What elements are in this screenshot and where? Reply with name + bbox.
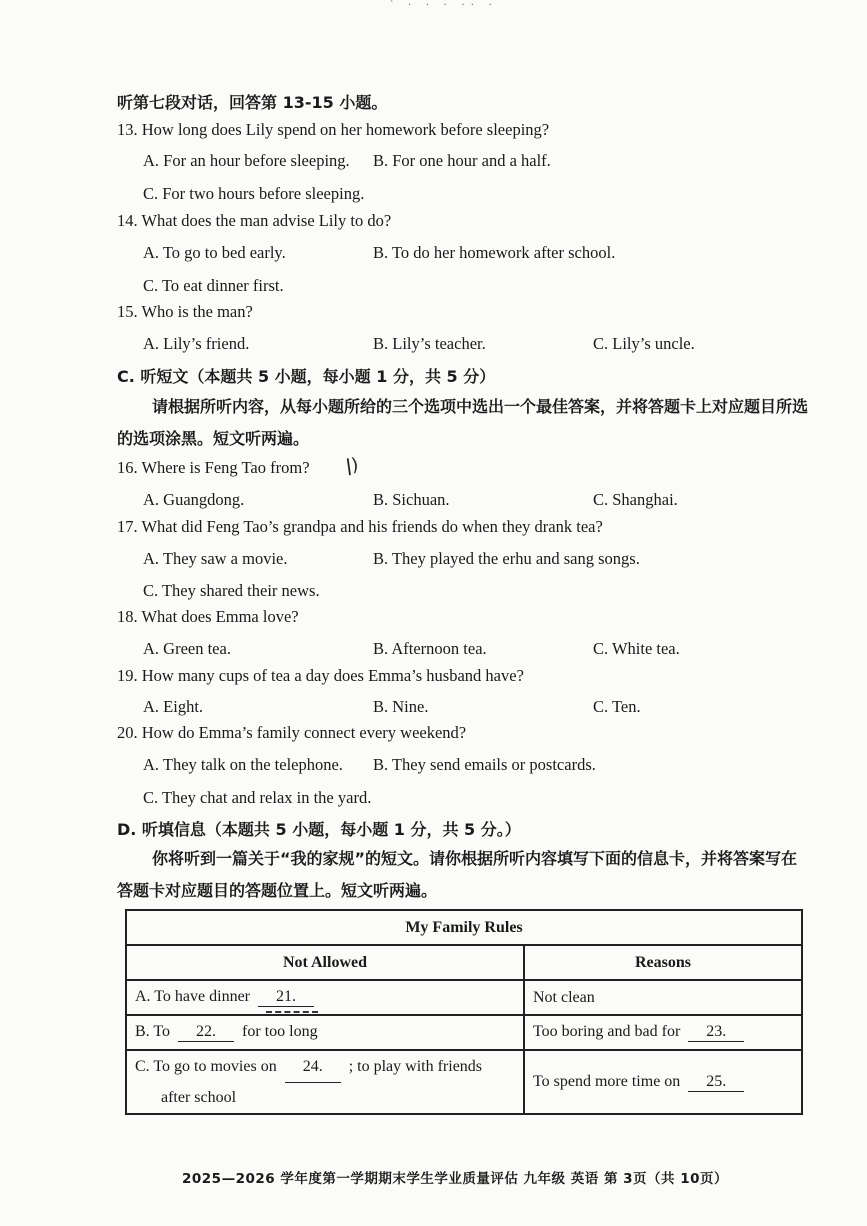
column-header-reasons: Reasons: [524, 945, 802, 980]
q19-option-a: A. Eight.: [143, 697, 204, 716]
q14-option-c: C. To eat dinner first.: [143, 276, 284, 295]
table-row: [126, 980, 802, 1015]
blank-22: 22.: [178, 1023, 234, 1042]
blank-23: 23.: [688, 1023, 744, 1042]
handwritten-mark: ǀ): [344, 454, 360, 477]
q19-stem: 19. How many cups of tea a day does Emma’s husband have?: [117, 666, 524, 685]
row-b-left-post: for too long: [242, 1023, 318, 1040]
table-title: My Family Rules: [126, 910, 802, 945]
page-footer: 2025—2026 学年度第一学期期末学生学业质量评估 九年级 英语 第 3页（共 10页）: [182, 1171, 729, 1187]
row-b-right: [524, 1015, 802, 1050]
q17-option-a: A. They saw a movie.: [143, 549, 288, 568]
row-b-left: [126, 1015, 524, 1050]
q13-option-c: C. For two hours before sleeping.: [143, 184, 365, 203]
q18-stem: 18. What does Emma love?: [117, 607, 299, 626]
q18-option-c: C. White tea.: [593, 639, 680, 658]
q15-option-a: A. Lily’s friend.: [143, 334, 250, 353]
q15-stem: 15. Who is the man?: [117, 302, 253, 321]
blank-25: 25.: [688, 1073, 744, 1092]
q13-stem: 13. How long does Lily spend on her homework before sleeping?: [117, 120, 550, 139]
table-row: [126, 1015, 802, 1050]
row-c-left-post: ; to play with friends: [348, 1057, 483, 1075]
family-rules-table: [125, 909, 803, 1115]
row-c-left-pre: C. To go to movies on: [135, 1057, 277, 1075]
column-header-not-allowed: Not Allowed: [126, 945, 524, 980]
row-a-right: Not clean: [524, 980, 802, 1015]
q19-option-c: C. Ten.: [593, 697, 641, 716]
blank-24: 24.: [285, 1052, 341, 1083]
q15-option-c: C. Lily’s uncle.: [593, 334, 695, 353]
q17-stem: 17. What did Feng Tao’s grandpa and his friends do when they drank tea?: [117, 517, 603, 536]
q16-option-a: A. Guangdong.: [143, 490, 245, 509]
row-c-left-line2: after school: [161, 1088, 237, 1106]
row-c-right: [524, 1050, 802, 1114]
sectionC-heading: C. 听短文（本题共 5 小题，每小题 1 分，共 5 分）: [117, 367, 496, 386]
row-c-left: [126, 1050, 524, 1114]
q15-option-b: B. Lily’s teacher.: [373, 334, 486, 353]
sectionD-heading: D. 听填信息（本题共 5 小题，每小题 1 分，共 5 分。）: [117, 820, 521, 839]
sectionD-instructions: 你将听到一篇关于“我的家规”的短文。请你根据所听内容填写下面的信息卡，并将答案写在答题卡对应题目的答题位置上。短文听两遍。: [117, 849, 798, 900]
blank-21: 21.: [258, 988, 314, 1007]
q20-option-c: C. They chat and relax in the yard.: [143, 788, 372, 807]
q17-option-b: B. They played the erhu and sang songs.: [373, 549, 640, 568]
row-a-left-text: A. To have dinner: [135, 988, 250, 1005]
q20-stem: 20. How do Emma’s family connect every weekend?: [117, 723, 467, 742]
row-b-left-pre: B. To: [135, 1023, 171, 1040]
q20-option-b: B. They send emails or postcards.: [373, 755, 596, 774]
q14-option-b: B. To do her homework after school.: [373, 243, 616, 262]
q16-option-c: C. Shanghai.: [593, 490, 678, 509]
sectionC-instructions: 请根据所听内容，从每小题所给的三个选项中选出一个最佳答案，并将答题卡上对应题目所选的选项涂黑。短文听两遍。: [117, 397, 809, 448]
section7-heading: 听第七段对话，回答第 13-15 小题。: [117, 93, 388, 112]
q18-option-a: A. Green tea.: [143, 639, 231, 658]
q16-stem: 16. Where is Feng Tao from?: [117, 458, 310, 477]
row-a-left: [126, 980, 524, 1015]
q17-option-c: C. They shared their news.: [143, 581, 320, 600]
q18-option-b: B. Afternoon tea.: [373, 639, 487, 658]
q16-option-b: B. Sichuan.: [373, 490, 450, 509]
q14-stem: 14. What does the man advise Lily to do?: [117, 211, 392, 230]
q13-option-b: B. For one hour and a half.: [373, 151, 551, 170]
row-c-right-pre: To spend more time on: [533, 1072, 681, 1090]
pen-scribble: [266, 1011, 318, 1017]
top-scan-mark: ` · · · ·· ·: [390, 0, 498, 11]
q14-option-a: A. To go to bed early.: [143, 243, 286, 262]
q19-option-b: B. Nine.: [373, 697, 429, 716]
q13-option-a: A. For an hour before sleeping.: [143, 151, 350, 170]
row-b-right-pre: Too boring and bad for: [533, 1023, 681, 1040]
table-row: [126, 1050, 802, 1114]
q20-option-a: A. They talk on the telephone.: [143, 755, 343, 774]
